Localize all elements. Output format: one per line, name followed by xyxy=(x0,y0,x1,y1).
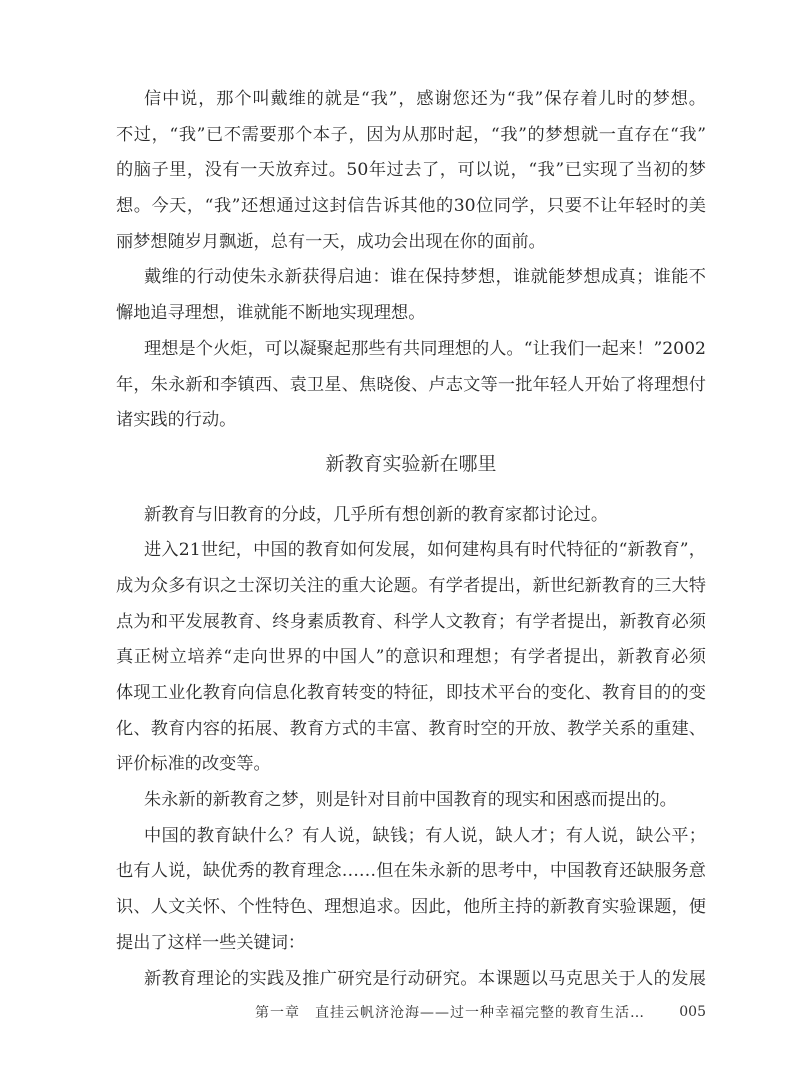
text-line: 真正树立培养“走向世界的中国人”的意识和理想；有学者提出，新教育必须 xyxy=(116,647,706,668)
text-line: 戴维的行动使朱永新获得启迪：谁在保持梦想，谁就能梦想成真；谁能不 xyxy=(144,267,706,288)
paragraph xyxy=(116,819,706,962)
paragraph xyxy=(116,82,706,260)
text-line: 信中说，那个叫戴维的就是“我”，感谢您还为“我”保存着儿时的梦想。 xyxy=(144,89,706,109)
text-line: 新教育与旧教育的分歧，几乎所有想创新的教育家都讨论过。 xyxy=(144,504,609,525)
text-line: 的脑子里，没有一天放弃过。50年过去了，可以说，“我”已实现了当初的梦 xyxy=(116,160,706,181)
text-line: 不过，“我”已不需要那个本子，因为从那时起，“我”的梦想就一直存在“我” xyxy=(116,124,706,145)
text-line: 丽梦想随岁月飘逝，总有一天，成功会出现在你的面前。 xyxy=(116,231,546,252)
text-line: 新教育理论的实践及推广研究是行动研究。本课题以马克思关于人的发展 xyxy=(144,968,706,989)
text-line: 体现工业化教育向信息化教育转变的特征，即技术平台的变化、教育目的的变 xyxy=(116,683,706,703)
text-line: 中国的教育缺什么？有人说，缺钱；有人说，缺人才；有人说，缺公平； xyxy=(144,825,706,846)
paragraph xyxy=(116,332,706,439)
paragraph xyxy=(116,260,706,331)
text-line: 点为和平发展教育、终身素质教育、科学人文教育；有学者提出，新教育必须 xyxy=(116,611,706,632)
text-line: 懈地追寻理想，谁就能不断地实现理想。 xyxy=(116,303,426,324)
text-line: 提出了这样一些关键词： xyxy=(116,932,306,953)
section-heading: 新教育实验新在哪里 xyxy=(325,452,497,475)
text-line: 朱永新的新教育之梦，则是针对目前中国教育的现实和困惑而提出的。 xyxy=(144,790,677,811)
text-line: 诸实践的行动。 xyxy=(116,410,237,431)
paragraph xyxy=(116,498,706,534)
text-line: 化、教育内容的拓展、教育方式的丰富、教育时空的开放、教学关系的重建、 xyxy=(116,718,706,739)
text-line: 成为众多有识之士深切关注的重大论题。有学者提出，新世纪新教育的三大特 xyxy=(116,575,706,596)
page-number: 005 xyxy=(679,1004,706,1020)
paragraph xyxy=(116,533,706,783)
running-footer-chapter-title: 第一章 直挂云帆济沧海——过一种幸福完整的教育生活… xyxy=(255,1005,645,1021)
text-line: 理想是个火炬，可以凝聚起那些有共同理想的人。“让我们一起来！”2002 xyxy=(144,338,706,359)
page-body xyxy=(116,82,706,997)
text-line: 也有人说，缺优秀的教育理念……但在朱永新的思考中，中国教育还缺服务意 xyxy=(116,861,706,882)
paragraph xyxy=(116,962,706,998)
text-line: 进入21世纪，中国的教育如何发展，如何建构具有时代特征的“新教育”， xyxy=(144,540,706,561)
page-footer xyxy=(255,1002,706,1022)
text-line: 想。今天，“我”还想通过这封信告诉其他的30位同学，只要不让年轻时的美 xyxy=(116,196,706,217)
paragraphs-after-heading xyxy=(116,498,706,998)
text-line: 年，朱永新和李镇西、袁卫星、焦晓俊、卢志文等一批年轻人开始了将理想付 xyxy=(116,374,706,395)
text-line: 识、人文关怀、个性特色、理想追求。因此，他所主持的新教育实验课题，便 xyxy=(116,897,706,918)
text-line: 评价标准的改变等。 xyxy=(116,754,271,775)
paragraphs-before-heading xyxy=(116,82,706,439)
paragraph xyxy=(116,783,706,819)
